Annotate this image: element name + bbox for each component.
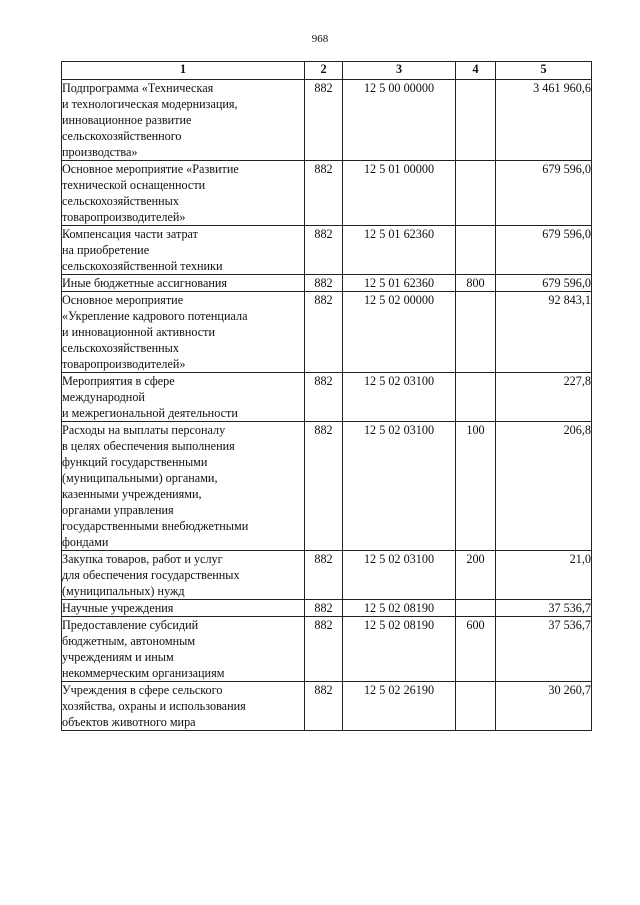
target-code-cell: 12 5 01 62360 (343, 275, 456, 292)
expense-kind-cell (456, 161, 496, 226)
item-name-cell (62, 617, 305, 682)
amount-cell: 30 260,7 (496, 682, 592, 731)
amount-cell: 679 596,0 (496, 226, 592, 275)
target-code-cell: 12 5 02 08190 (343, 600, 456, 617)
item-name-cell (62, 422, 305, 551)
table-row (62, 551, 592, 600)
item-name-line: сельскохозяйственных (62, 194, 179, 208)
item-name-line: международной (62, 390, 145, 404)
item-name-line: фондами (62, 535, 109, 549)
expense-kind-cell (456, 682, 496, 731)
item-name-line: казенными учреждениями, (62, 487, 202, 501)
chapter-cell: 882 (305, 275, 343, 292)
item-name-line: Учреждения в сфере сельского (62, 683, 223, 697)
table-row (62, 600, 592, 617)
item-name-line: Научные учреждения (62, 601, 174, 615)
expense-kind-cell: 800 (456, 275, 496, 292)
item-name-line: сельскохозяйственных (62, 341, 179, 355)
budget-table (61, 61, 592, 731)
target-code-cell: 12 5 01 62360 (343, 226, 456, 275)
page-number: 968 (311, 33, 329, 45)
header-col-2: 2 (305, 62, 343, 80)
chapter-cell: 882 (305, 551, 343, 600)
item-name-cell (62, 292, 305, 373)
target-code-cell: 12 5 00 00000 (343, 80, 456, 161)
chapter-cell: 882 (305, 422, 343, 551)
chapter-cell: 882 (305, 373, 343, 422)
item-name-line: Основное мероприятие (62, 293, 184, 307)
item-name-cell (62, 373, 305, 422)
item-name-line: товаропроизводителей» (62, 357, 186, 371)
item-name-line: сельскохозяйственной техники (62, 259, 223, 273)
item-name-line: сельскохозяйственного (62, 129, 182, 143)
header-col-4: 4 (456, 62, 496, 80)
item-name-line: в целях обеспечения выполнения (62, 439, 235, 453)
amount-cell: 679 596,0 (496, 275, 592, 292)
item-name-line: инновационное развитие (62, 113, 192, 127)
amount-cell: 3 461 960,6 (496, 80, 592, 161)
item-name-line: производства» (62, 145, 138, 159)
table-row (62, 682, 592, 731)
expense-kind-cell: 100 (456, 422, 496, 551)
target-code-cell: 12 5 02 08190 (343, 617, 456, 682)
amount-cell: 227,8 (496, 373, 592, 422)
expense-kind-cell (456, 373, 496, 422)
expense-kind-cell: 200 (456, 551, 496, 600)
header-col-3: 3 (343, 62, 456, 80)
target-code-cell: 12 5 02 26190 (343, 682, 456, 731)
chapter-cell: 882 (305, 292, 343, 373)
item-name-line: и технологическая модернизация, (62, 97, 238, 111)
table-row (62, 422, 592, 551)
expense-kind-cell: 600 (456, 617, 496, 682)
item-name-cell (62, 551, 305, 600)
item-name-line: функций государственными (62, 455, 208, 469)
item-name-line: Компенсация части затрат (62, 227, 198, 241)
amount-cell: 92 843,1 (496, 292, 592, 373)
item-name-line: учреждениям и иным (62, 650, 174, 664)
item-name-line: и инновационной активности (62, 325, 216, 339)
item-name-line: объектов животного мира (62, 715, 196, 729)
chapter-cell: 882 (305, 617, 343, 682)
amount-cell: 37 536,7 (496, 600, 592, 617)
chapter-cell: 882 (305, 80, 343, 161)
target-code-cell: 12 5 01 00000 (343, 161, 456, 226)
amount-cell: 679 596,0 (496, 161, 592, 226)
table-row (62, 80, 592, 161)
item-name-line: Подпрограмма «Техническая (62, 81, 214, 95)
item-name-line: «Укрепление кадрового потенциала (62, 309, 248, 323)
header-col-1: 1 (62, 62, 305, 80)
expense-kind-cell (456, 226, 496, 275)
item-name-line: Основное мероприятие «Развитие (62, 162, 239, 176)
item-name-cell (62, 682, 305, 731)
item-name-line: государственными внебюджетными (62, 519, 249, 533)
table-row (62, 373, 592, 422)
item-name-line: хозяйства, охраны и использования (62, 699, 246, 713)
amount-cell: 21,0 (496, 551, 592, 600)
target-code-cell: 12 5 02 00000 (343, 292, 456, 373)
amount-cell: 37 536,7 (496, 617, 592, 682)
target-code-cell: 12 5 02 03100 (343, 422, 456, 551)
item-name-cell (62, 80, 305, 161)
chapter-cell: 882 (305, 226, 343, 275)
target-code-cell: 12 5 02 03100 (343, 373, 456, 422)
item-name-line: товаропроизводителей» (62, 210, 186, 224)
item-name-line: Закупка товаров, работ и услуг (62, 552, 223, 566)
expense-kind-cell (456, 80, 496, 161)
header-row (62, 62, 592, 80)
chapter-cell: 882 (305, 600, 343, 617)
item-name-line: Предоставление субсидий (62, 618, 199, 632)
item-name-line: для обеспечения государственных (62, 568, 240, 582)
item-name-line: технической оснащенности (62, 178, 206, 192)
table-row (62, 275, 592, 292)
chapter-cell: 882 (305, 682, 343, 731)
item-name-line: бюджетным, автономным (62, 634, 196, 648)
item-name-line: Иные бюджетные ассигнования (62, 276, 228, 290)
table-row (62, 292, 592, 373)
item-name-line: и межрегиональной деятельности (62, 406, 238, 420)
item-name-line: (муниципальными) органами, (62, 471, 218, 485)
expense-kind-cell (456, 600, 496, 617)
item-name-line: Расходы на выплаты персоналу (62, 423, 226, 437)
item-name-cell (62, 161, 305, 226)
item-name-line: Мероприятия в сфере (62, 374, 175, 388)
amount-cell: 206,8 (496, 422, 592, 551)
item-name-line: на приобретение (62, 243, 150, 257)
table-row (62, 161, 592, 226)
item-name-line: некоммерческим организациям (62, 666, 225, 680)
chapter-cell: 882 (305, 161, 343, 226)
table-row (62, 226, 592, 275)
item-name-cell (62, 600, 305, 617)
item-name-cell (62, 226, 305, 275)
table-row (62, 617, 592, 682)
item-name-line: органами управления (62, 503, 174, 517)
target-code-cell: 12 5 02 03100 (343, 551, 456, 600)
header-col-5: 5 (496, 62, 592, 80)
expense-kind-cell (456, 292, 496, 373)
item-name-cell (62, 275, 305, 292)
item-name-line: (муниципальных) нужд (62, 584, 185, 598)
